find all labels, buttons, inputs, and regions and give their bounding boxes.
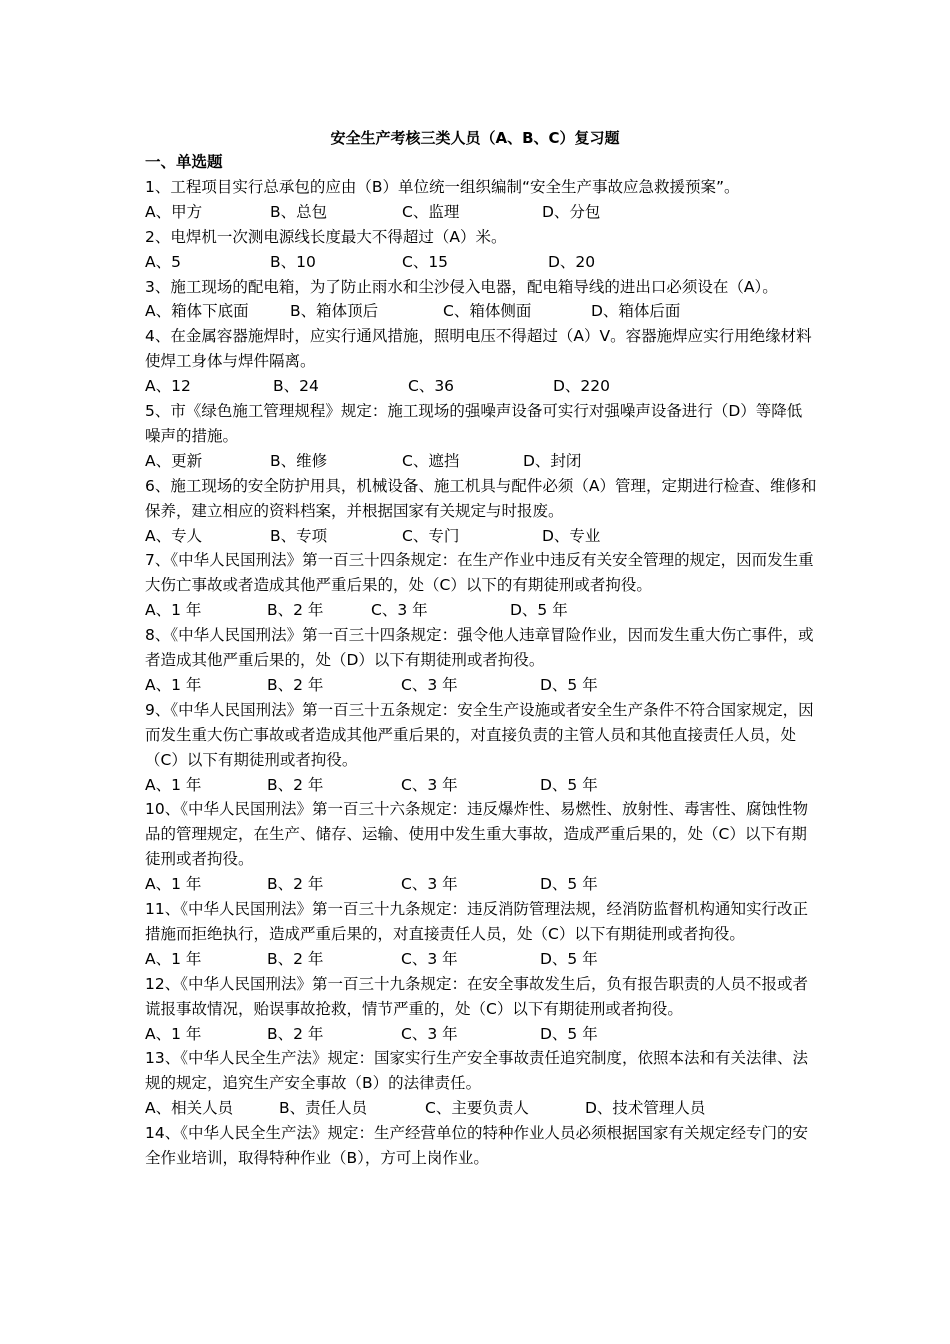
option-a: A、1 年 — [145, 1024, 202, 1043]
question-text: 6、施工现场的安全防护用具，机械设备、施工机具与配件必须（A）管理，定期进行检查、维修和保养，建立相应的资料档案，并根据国家有关规定与时报废。 — [145, 476, 817, 520]
option-c: C、3 年 — [371, 601, 428, 620]
question-text: 7、《中华人民国刑法》第一百三十四条规定：在生产作业中违反有关安全管理的规定，因而发生重大伤亡事故或者造成其他严重后果的，处（C）以下的有期徒刑或者拘役。 — [145, 551, 814, 595]
question-options — [145, 673, 817, 698]
option-a: A、1 年 — [145, 875, 202, 894]
option-d: D、专业 — [542, 526, 601, 545]
option-b: B、10 — [270, 252, 316, 271]
document-body — [145, 150, 817, 1171]
question-options — [145, 200, 817, 225]
question-options — [145, 947, 817, 972]
question-text: 3、施工现场的配电箱，为了防止雨水和尘沙侵入电器，配电箱导线的进出口必须设在（A）。 — [145, 277, 778, 296]
question-text: 8、《中华人民国刑法》第一百三十四条规定：强令他人违章冒险作业，因而发生重大伤亡事件，或者造成其他严重后果的，处（D）以下有期徒刑或者拘役。 — [145, 626, 814, 670]
option-b: B、专项 — [270, 526, 328, 545]
option-c: C、监理 — [402, 202, 460, 221]
question-text: 12、《中华人民国刑法》第一百三十九条规定：在安全事故发生后，负有报告职责的人员不报或者谎报事故情况，贻误事故抢救，情节严重的，处（C）以下有期徒刑或者拘役。 — [145, 974, 808, 1018]
option-d: D、20 — [548, 252, 596, 271]
option-c: C、36 — [408, 377, 455, 396]
option-c: C、箱体侧面 — [443, 302, 532, 321]
option-c: C、主要负责人 — [425, 1099, 529, 1118]
option-b: B、责任人员 — [279, 1099, 368, 1118]
option-b: B、总包 — [270, 202, 328, 221]
question-options — [145, 299, 817, 324]
question-text: 1、工程项目实行总承包的应由（B）单位统一组织编制“安全生产事故应急救援预案”。 — [145, 177, 740, 196]
option-b: B、2 年 — [267, 949, 324, 968]
question-text: 2、电焊机一次测电源线长度最大不得超过（A）米。 — [145, 227, 507, 246]
option-b: B、2 年 — [267, 675, 324, 694]
question-text: 10、《中华人民国刑法》第一百三十六条规定：违反爆炸性、易燃性、放射性、毒害性、腐蚀性物品的管理规定，在生产、储存、运输、使用中发生重大事故，造成严重后果的，处（C）以下有期徒刑或者拘役。 — [145, 800, 808, 869]
question-text: 9、《中华人民国刑法》第一百三十五条规定：安全生产设施或者安全生产条件不符合国家规定，因而发生重大伤亡事故或者造成其他严重后果的，对直接负责的主管人员和其他直接责任人员，处（C）以下有期徒刑或者拘役。 — [145, 700, 814, 769]
section-heading: 一、单选题 — [145, 153, 223, 171]
question-text: 11、《中华人民国刑法》第一百三十九条规定：违反消防管理法规，经消防监督机构通知实行改正措施而拒绝执行，造成严重后果的，对直接责任人员，处（C）以下有期徒刑或者拘役。 — [145, 900, 808, 943]
option-a: A、1 年 — [145, 675, 202, 694]
option-d: D、技术管理人员 — [585, 1099, 706, 1118]
option-a: A、相关人员 — [145, 1099, 234, 1118]
option-c: C、专门 — [402, 526, 460, 545]
option-c: C、15 — [402, 252, 449, 271]
option-c: C、3 年 — [401, 875, 458, 894]
option-c: C、3 年 — [401, 675, 458, 694]
question-options — [145, 374, 817, 399]
option-b: B、2 年 — [267, 775, 324, 794]
option-c: C、3 年 — [401, 949, 458, 968]
option-b: B、维修 — [270, 451, 328, 470]
option-a: A、更新 — [145, 451, 203, 470]
option-a: A、箱体下底面 — [145, 302, 249, 321]
question-options — [145, 1096, 817, 1121]
question-text: 4、在金属容器施焊时，应实行通风措施，照明电压不得超过（A）V。容器施焊应实行用绝缘材料使焊工身体与焊件隔离。 — [145, 327, 812, 371]
option-d: D、分包 — [542, 202, 601, 221]
option-d: D、5 年 — [540, 949, 598, 968]
question-options — [145, 250, 817, 275]
question-options — [145, 598, 817, 623]
document-title: 安全生产考核三类人员（A、B、C）复习题 — [330, 129, 620, 147]
question-text: 14、《中华人民全生产法》规定：生产经营单位的特种作业人员必须根据国家有关规定经专门的安全作业培训，取得特种作业（B），方可上岗作业。 — [145, 1124, 808, 1168]
option-a: A、专人 — [145, 526, 203, 545]
option-c: C、遮挡 — [402, 451, 460, 470]
option-a: A、1 年 — [145, 775, 202, 794]
option-a: A、甲方 — [145, 202, 203, 221]
option-a: A、1 年 — [145, 949, 202, 968]
option-d: D、5 年 — [510, 601, 568, 620]
question-options — [145, 449, 817, 474]
option-d: D、箱体后面 — [591, 302, 681, 321]
question-options — [145, 1022, 817, 1047]
option-a: A、5 — [145, 252, 181, 271]
question-text: 5、市《绿色施工管理规程》规定：施工现场的强噪声设备可实行对强噪声设备进行（D）等降低噪声的措施。 — [145, 402, 803, 445]
option-a: A、1 年 — [145, 601, 202, 620]
option-b: B、2 年 — [267, 601, 324, 620]
question-options — [145, 872, 817, 897]
option-d: D、封闭 — [523, 451, 582, 470]
option-d: D、5 年 — [540, 675, 598, 694]
option-d: D、5 年 — [540, 875, 598, 894]
question-text: 13、《中华人民全生产法》规定：国家实行生产安全事故责任追究制度，依照本法和有关法律、法规的规定，追究生产安全事故（B）的法律责任。 — [145, 1049, 808, 1093]
option-d: D、220 — [553, 377, 611, 396]
option-a: A、12 — [145, 377, 191, 396]
option-b: B、2 年 — [267, 1024, 324, 1043]
option-b: B、2 年 — [267, 875, 324, 894]
question-options — [145, 773, 817, 798]
option-c: C、3 年 — [401, 775, 458, 794]
option-d: D、5 年 — [540, 1024, 598, 1043]
option-b: B、24 — [273, 377, 319, 396]
question-options — [145, 524, 817, 549]
option-c: C、3 年 — [401, 1024, 458, 1043]
option-d: D、5 年 — [540, 775, 598, 794]
option-b: B、箱体顶后 — [290, 302, 379, 321]
